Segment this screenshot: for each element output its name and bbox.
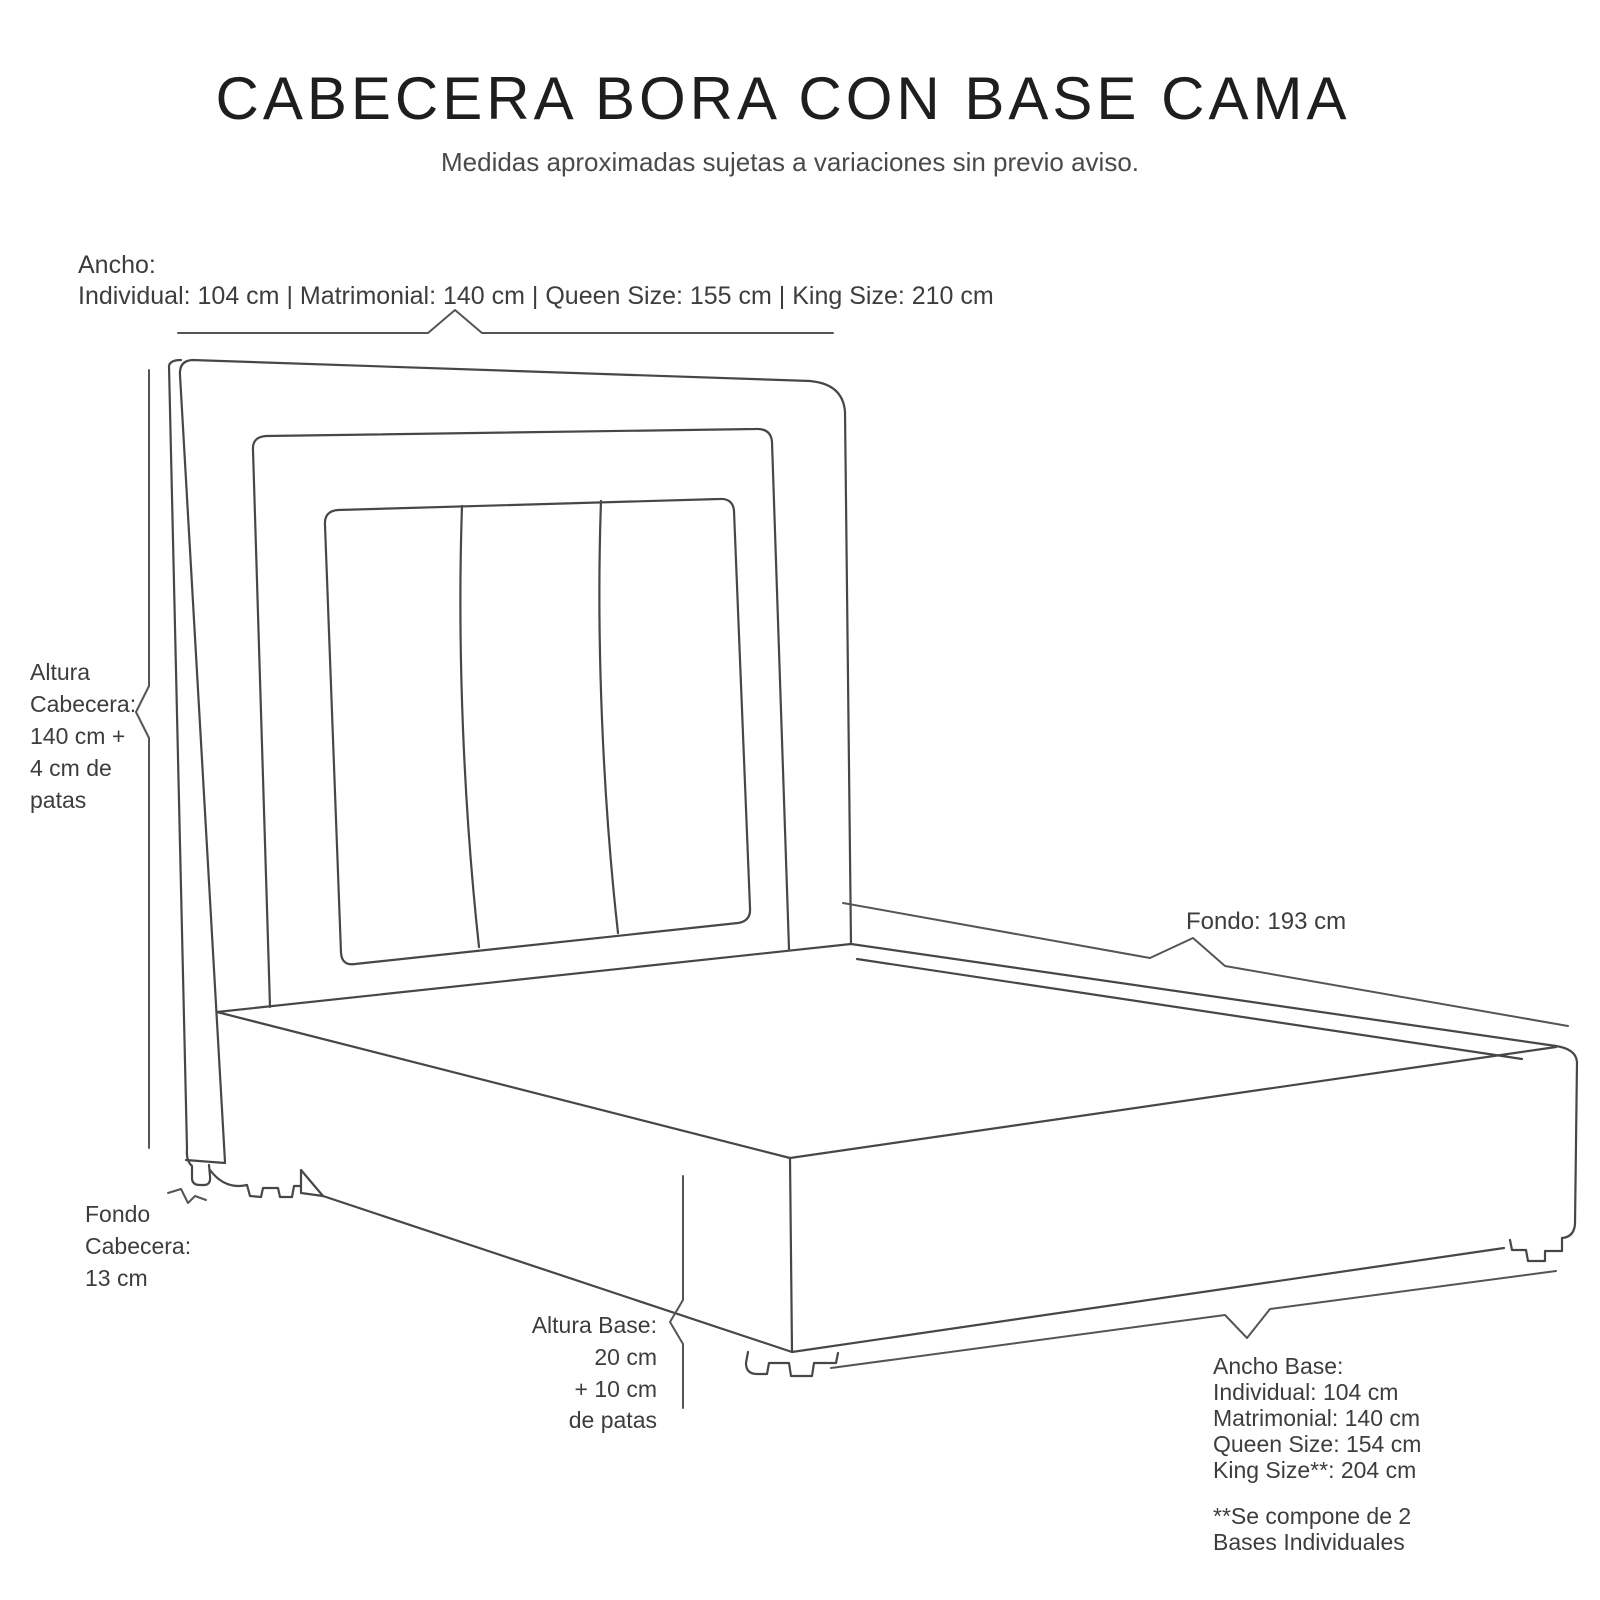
headboard-outer-frame bbox=[180, 360, 851, 1162]
dim-line-ancho-brace bbox=[178, 310, 833, 333]
headboard-side-panel bbox=[169, 360, 187, 1149]
ancho-base-line-1: Ancho Base: bbox=[1213, 1353, 1344, 1379]
footnote-label bbox=[1213, 1503, 1411, 1555]
base-drawing bbox=[217, 944, 1577, 1376]
base-right-foot bbox=[1510, 1238, 1562, 1261]
fondo-cabecera-tick bbox=[168, 1189, 206, 1203]
panel-divider-2 bbox=[599, 501, 618, 933]
fondo-cabecera-line-1: Fondo bbox=[85, 1201, 151, 1227]
altura-cabecera-line-2: Cabecera: bbox=[30, 691, 137, 717]
base-seam-line bbox=[857, 959, 1522, 1059]
headboard-panel-group bbox=[325, 499, 750, 964]
base-bottom-edges bbox=[323, 1196, 1504, 1352]
ancho-base-line-5: King Size**: 204 cm bbox=[1213, 1457, 1417, 1483]
altura-cabecera-line-1: Altura bbox=[30, 659, 91, 685]
ancho-base-label bbox=[1213, 1353, 1421, 1483]
altura-base-label bbox=[532, 1312, 657, 1433]
altura-cabecera-line-4: 4 cm de bbox=[30, 755, 112, 781]
altura-base-line-3: + 10 cm bbox=[574, 1376, 657, 1402]
base-corner-edges bbox=[790, 1062, 1577, 1352]
fondo-cabecera-line-3: 13 cm bbox=[85, 1265, 148, 1291]
ancho-base-line-3: Matrimonial: 140 cm bbox=[1213, 1405, 1421, 1431]
altura-base-line-2: 20 cm bbox=[594, 1344, 657, 1370]
dim-line-ancho-base bbox=[831, 1271, 1556, 1368]
fondo-label: Fondo: 193 cm bbox=[1186, 908, 1347, 935]
altura-cabecera-line-5: patas bbox=[30, 787, 87, 813]
panel-divider-1 bbox=[460, 506, 479, 947]
diagram-title: CABECERA BORA CON BASE CAMA bbox=[215, 65, 1351, 132]
dim-line-altura-cabecera bbox=[136, 370, 149, 1148]
altura-base-line-4: de patas bbox=[568, 1407, 657, 1433]
base-top-edges bbox=[217, 944, 1577, 1158]
footnote-line-1: **Se compone de 2 bbox=[1213, 1503, 1412, 1529]
ancho-label-heading: Ancho: bbox=[78, 251, 156, 279]
diagram-subtitle: Medidas aproximadas sujetas a variaciones sin previo aviso. bbox=[440, 147, 1140, 177]
ancho-label-values: Individual: 104 cm | Matrimonial: 140 cm | Queen Size: 155 cm | King Size: 210 cm bbox=[78, 282, 994, 310]
altura-cabecera-label bbox=[30, 659, 136, 813]
altura-cabecera-line-3: 140 cm + bbox=[30, 723, 126, 749]
footnote-line-2: Bases Individuales bbox=[1213, 1529, 1405, 1555]
dim-line-altura-base bbox=[670, 1176, 683, 1408]
headboard-feet bbox=[186, 1149, 323, 1197]
headboard-drawing bbox=[169, 360, 851, 1197]
altura-base-line-1: Altura Base: bbox=[531, 1312, 657, 1338]
fondo-cabecera-line-2: Cabecera: bbox=[85, 1233, 192, 1259]
ancho-base-line-2: Individual: 104 cm bbox=[1213, 1379, 1399, 1405]
headboard-inner-border bbox=[253, 429, 789, 1007]
base-corner-foot bbox=[746, 1352, 838, 1376]
ancho-base-line-4: Queen Size: 154 cm bbox=[1213, 1431, 1422, 1457]
fondo-cabecera-label bbox=[85, 1201, 191, 1291]
